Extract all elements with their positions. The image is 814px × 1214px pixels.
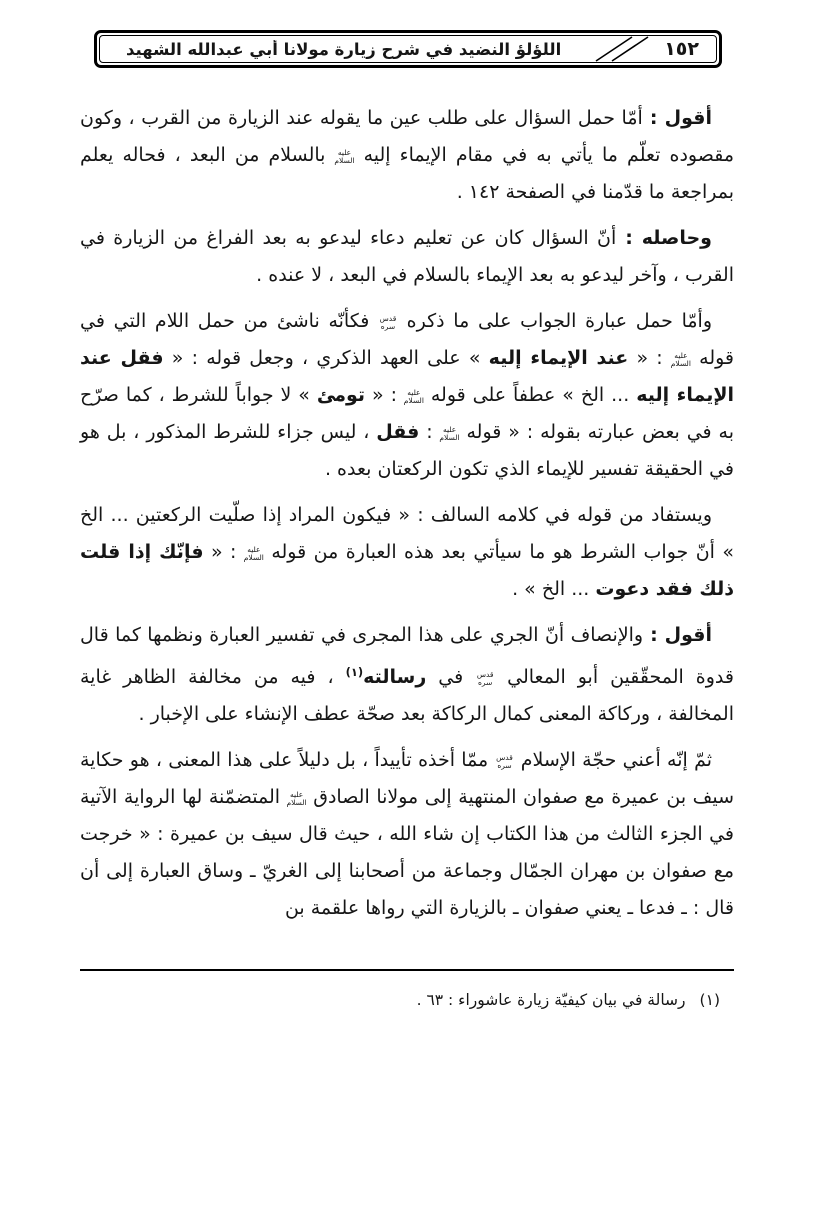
text-run: أنّ السؤال كان عن تعليم دعاء ليدعو به بعد الفراغ من الزيارة في القرب ، وآخر ليدعو به بعد الإيماء بالسلام في البعد ، لا عنده . [80,227,734,286]
footnote-area [80,969,734,1013]
page-number: ١٥٢ [664,38,699,60]
book-title: اللؤلؤ النضيد في شرح زيارة مولانا أبي عبدالله الشهيد [125,39,562,59]
honorific-mark: قدس سره [379,314,397,331]
footnote-separator [80,969,734,971]
header-divider-icon [582,34,660,64]
paragraph [80,742,734,927]
text-run: والإنصاف أنّ الجري على هذا المجرى في تفسير العبارة ونظمها كما قال قدوة المحقّقين أبو المعالي [80,624,734,688]
footnote-ref: (١) [345,665,364,679]
text-run: في [426,666,476,688]
paragraph [80,100,734,211]
text-run: ثمّ إنّه أعني حجّة الإسلام [514,749,712,771]
text-run: ويستفاد من قوله في كلامه السالف : « فيكون المراد إذا صلّيت الركعتين ... الخ » أنّ جواب الشرط هو ما سيأتي بعد هذه العبارة من قوله [80,504,734,563]
honorific-mark: عليه السلام [243,545,264,562]
text-run: : « [628,347,671,369]
paragraph [80,497,734,608]
text-run: بالسلام من البعد ، فحاله يعلم بمراجعة ما قدّمنا في الصفحة ١٤٢ . [80,144,734,203]
bold-text: تومئ [316,384,366,406]
honorific-mark: عليه السلام [670,351,691,368]
text-run: : « [203,541,244,563]
text-run: ممّا أخذه تأييداً ، بل دليلاً على هذا المعنى ، هو حكاية سيف بن عميرة مع صفوان المنتهية إلى مولانا الصادق [80,749,735,808]
bold-text: فإنّك إذا قلت ذلك فقد دعوت [80,541,734,600]
bold-text: عند الإيماء إليه [488,347,629,369]
text-run: أمّا حمل السؤال على طلب عين ما يقوله عند الزيارة من القرب ، وكون مقصوده تعلّم ما يأتي به في مقام الإيماء إليه [80,107,734,166]
paragraph [80,220,734,294]
bold-text: رسالته [363,666,427,688]
text-run: » لا جواباً للشرط ، كما صرّح به في بعض عبارته بقوله : « قوله [80,384,734,443]
bold-text: فقل عند الإيماء إليه [80,347,735,406]
honorific-mark: عليه السلام [286,790,307,807]
paragraph [80,617,734,733]
footnote-marker: (١) [699,991,720,1009]
text-run: : « [365,384,404,406]
bold-text: وحاصله : [616,227,712,249]
bold-text: فقل [376,421,420,443]
text-run: ، فيه من مخالفة الظاهر غاية المخالفة ، وركاكة المعنى كمال الركاكة بعد صحّة عطف الإنشاء على الإخبار . [80,666,734,725]
footnote [80,987,720,1013]
text-run: المتضمّنة لها الرواية الآتية في الجزء الثالث من هذا الكتاب إن شاء الله ، حيث قال سيف بن عميرة : « خرجت مع صفوان بن مهران الجمّال وجماعة من أصحابنا إلى الغريّ ـ وساق العبارة إلى أن قال : ـ فدعا ـ يعني صفوان ـ بالزيارة التي رواها علقمة بن [80,786,734,919]
page-header [94,30,722,68]
text-run: ... الخ » . [512,578,596,600]
footnote-text: رسالة في بيان كيفيّة زيارة عاشوراء : ٦٣ . [416,991,686,1009]
honorific-mark: قدس سره [496,753,513,770]
honorific-mark: عليه السلام [439,425,460,442]
text-run: فكأنّه ناشئ من حمل اللام التي في قوله [80,310,735,369]
text-run: ، ليس جزاء للشرط المذكور ، بل هو في الحقيقة تفسير للإيماء الذي تكون الركعتان بعده . [80,421,734,480]
bold-text: أقول : [642,107,712,129]
text-body [80,100,734,927]
text-run: وأمّا حمل عبارة الجواب على ما ذكره [397,310,712,332]
text-run: : [419,421,440,443]
honorific-mark: قدس سره [476,670,494,687]
honorific-mark: عليه السلام [334,148,355,165]
text-run: ... الخ » عطفاً على قوله [423,384,637,406]
paragraph [80,303,734,488]
honorific-mark: عليه السلام [403,388,424,405]
bold-text: أقول : [643,624,712,646]
text-run: » على العهد الذكري ، وجعل قوله : « [163,347,489,369]
